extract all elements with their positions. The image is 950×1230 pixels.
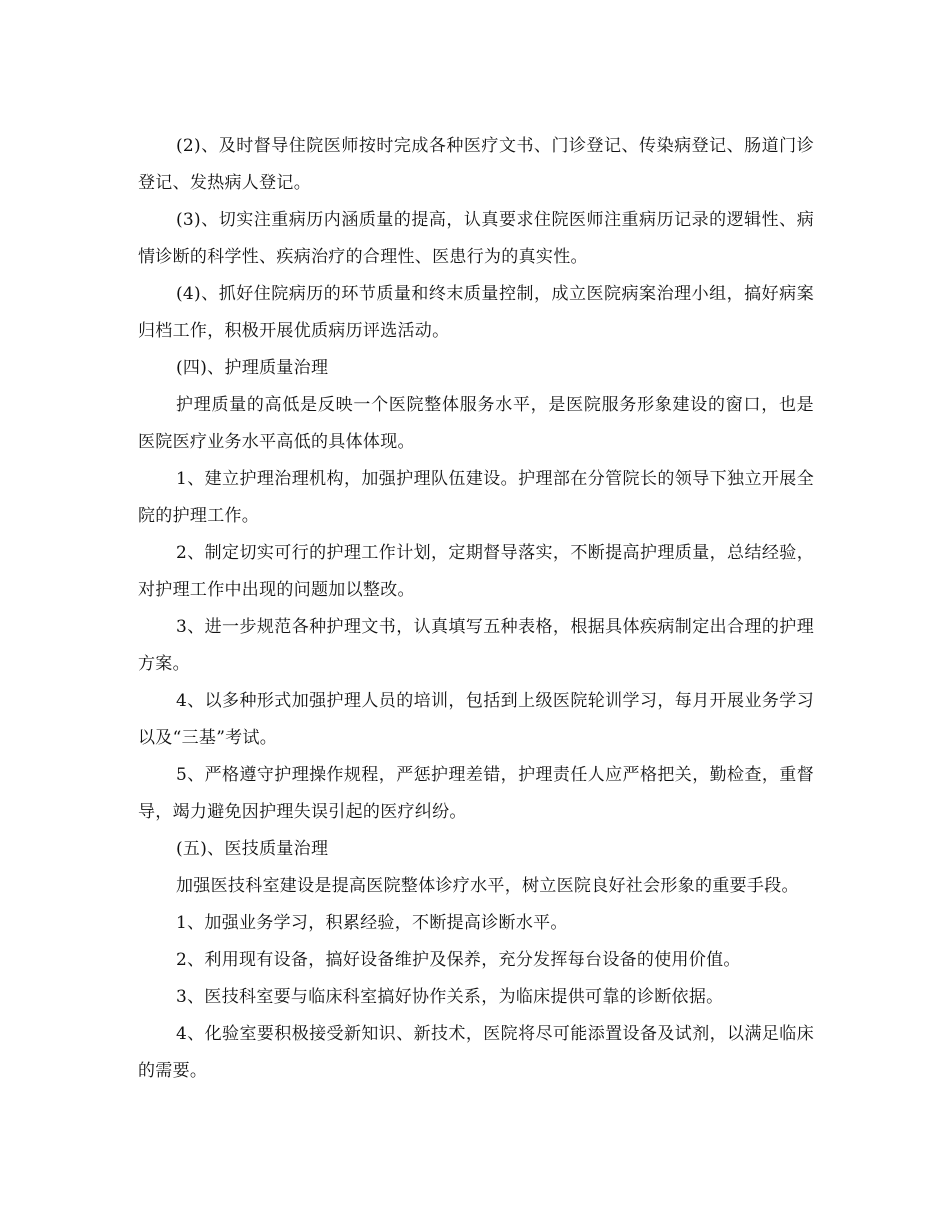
- list-item-medical-technology-1: 1、加强业务学习，积累经验，不断提高诊断水平。: [176, 913, 568, 933]
- list-item-nursing-1: 1、建立护理治理机构，加强护理队伍建设。护理部在分管院长的领导下独立开展全院的护理工作。: [138, 469, 814, 526]
- paragraph-nursing-intro: 护理质量的高低是反映一个医院整体服务水平，是医院服务形象建设的窗口，也是医院医疗业务水平高低的具体体现。: [138, 395, 814, 452]
- section-heading-medical-technology: (五)、医技质量治理: [176, 839, 329, 859]
- section-heading-nursing: (四)、护理质量治理: [176, 358, 329, 378]
- paragraph-medical-records-control: (4)、抓好住院病历的环节质量和终末质量控制，成立医院病案治理小组，搞好病案归档工作，积极开展优质病历评选活动。: [138, 284, 814, 341]
- list-item-nursing-5: 5、严格遵守护理操作规程，严惩护理差错，护理责任人应严格把关，勤检查，重督导，竭力避免因护理失误引起的医疗纠纷。: [138, 765, 814, 822]
- list-item-medical-technology-4: 4、化验室要积极接受新知识、新技术，医院将尽可能添置设备及试剂，以满足临床的需要。: [138, 1024, 814, 1081]
- paragraph-medical-records-timely: (2)、及时督导住院医师按时完成各种医疗文书、门诊登记、传染病登记、肠道门诊登记、发热病人登记。: [138, 136, 814, 193]
- list-item-nursing-3: 3、进一步规范各种护理文书，认真填写五种表格，根据具体疾病制定出合理的护理方案。: [138, 617, 814, 674]
- list-item-nursing-2: 2、制定切实可行的护理工作计划，定期督导落实，不断提高护理质量，总结经验，对护理工作中出现的问题加以整改。: [138, 543, 814, 600]
- paragraph-medical-technology-intro: 加强医技科室建设是提高医院整体诊疗水平，树立医院良好社会形象的重要手段。: [176, 876, 799, 896]
- document-body: [138, 128, 814, 1090]
- list-item-nursing-4: 4、以多种形式加强护理人员的培训，包括到上级医院轮训学习，每月开展业务学习以及“三基”考试。: [138, 691, 814, 748]
- list-item-medical-technology-2: 2、利用现有设备，搞好设备维护及保养，充分发挥每台设备的使用价值。: [176, 950, 741, 970]
- paragraph-medical-records-quality: (3)、切实注重病历内涵质量的提高，认真要求住院医师注重病历记录的逻辑性、病情诊断的科学性、疾病治疗的合理性、医患行为的真实性。: [138, 210, 814, 267]
- list-item-medical-technology-3: 3、医技科室要与临床科室搞好协作关系，为临床提供可靠的诊断依据。: [176, 987, 724, 1007]
